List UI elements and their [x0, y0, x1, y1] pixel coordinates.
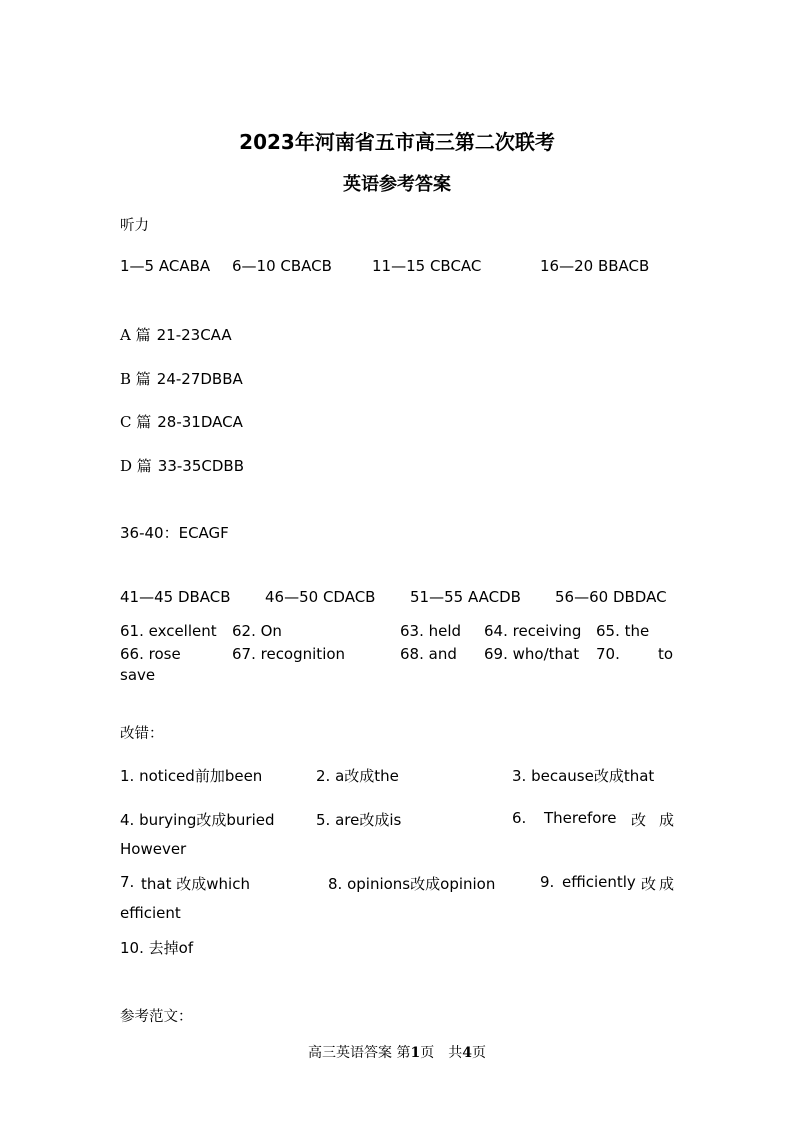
grammar-70-to: to — [658, 645, 674, 663]
footer-page-number: 1 — [410, 1045, 421, 1061]
correction-3-action: 改成 — [593, 767, 624, 785]
correction-9-num: 9. — [540, 873, 555, 891]
grammar-66: 66. rose — [120, 645, 181, 663]
cloze-group-1: 41—45 DBACB — [120, 588, 231, 606]
listening-group-4: 16—20 BBACB — [540, 257, 650, 275]
cloze-group-3: 51—55 AACDB — [410, 588, 521, 606]
correction-item-4 — [120, 809, 275, 830]
correction-item-5 — [316, 809, 401, 830]
correction-3-num: 3. because — [512, 767, 594, 785]
correction-9-c2: 成 — [659, 875, 675, 893]
correction-1-num: 1. noticed — [120, 767, 195, 785]
correction-7-action: 改成 — [176, 875, 207, 893]
grammar-70-num: 70. — [596, 645, 620, 663]
page-title: 2023年河南省五市高三第二次联考 — [239, 130, 555, 154]
grammar-65: 65. the — [596, 622, 650, 640]
grammar-70-wrap: save — [120, 666, 156, 684]
correction-5-num: 5. are — [316, 811, 360, 829]
reading-c-label: C 篇 — [120, 413, 152, 431]
reading-b-label: B 篇 — [120, 370, 151, 388]
correction-1-word: been — [224, 767, 263, 785]
page-footer — [0, 1042, 794, 1062]
reading-a — [120, 324, 232, 345]
listening-group-3: 11—15 CBCAC — [372, 257, 482, 275]
cloze-group-4: 56—60 DBDAC — [555, 588, 667, 606]
correction-9-wrap: efficient — [120, 904, 181, 922]
footer-end: 页 — [471, 1045, 486, 1061]
correction-6-num: 6. — [512, 809, 527, 827]
cloze-group-2: 46—50 CDACB — [265, 588, 376, 606]
reading-a-answer: 21-23CAA — [156, 326, 232, 344]
grammar-67: 67. recognition — [232, 645, 346, 663]
correction-8-num: 8. opinions — [328, 875, 411, 893]
listening-group-2: 6—10 CBACB — [232, 257, 332, 275]
correction-6-c1: 改 — [631, 811, 647, 829]
reading-b-answer: 24-27DBBA — [156, 370, 243, 388]
correction-item-10 — [120, 937, 193, 958]
grammar-64: 64. receiving — [484, 622, 582, 640]
grammar-61: 61. excellent — [120, 622, 217, 640]
correction-9-word: efficiently — [562, 873, 636, 891]
correction-5-action: 改成 — [359, 811, 390, 829]
grammar-69: 69. who/that — [484, 645, 580, 663]
correction-heading: 改错： — [120, 726, 164, 742]
reading-d-label: D 篇 — [120, 457, 152, 475]
grammar-62: 62. On — [232, 622, 282, 640]
correction-item-3 — [512, 765, 654, 786]
sample-essay-heading: 参考范文： — [120, 1009, 193, 1025]
correction-2-word: the — [374, 767, 399, 785]
correction-10-num: 10. — [120, 939, 144, 957]
correction-2-num: 2. a — [316, 767, 345, 785]
reading-b — [120, 368, 243, 389]
correction-6-wrap: However — [120, 840, 187, 858]
correction-10-word: of — [178, 939, 194, 957]
correction-2-action: 改成 — [344, 767, 375, 785]
correction-item-8 — [328, 873, 495, 894]
footer-total-pages: 4 — [462, 1045, 472, 1061]
correction-item-7 — [141, 873, 250, 894]
correction-item-2 — [316, 765, 399, 786]
correction-4-num: 4. burying — [120, 811, 197, 829]
reading-d-answer: 33-35CDBB — [157, 457, 244, 475]
correction-3-word: that — [623, 767, 655, 785]
seven-choose-five: 36-40：ECAGF — [120, 524, 229, 542]
correction-1-action: 前加 — [194, 767, 225, 785]
correction-7-word-a: that — [141, 875, 172, 893]
correction-7-word: which — [206, 875, 250, 893]
reading-d — [120, 455, 244, 476]
correction-9-c1: 改 — [641, 875, 657, 893]
listening-heading: 听力 — [120, 218, 149, 234]
reading-c — [120, 411, 243, 432]
footer-text: 高三英语答案 第 — [308, 1045, 411, 1061]
correction-8-word: opinion — [440, 875, 496, 893]
grammar-63: 63. held — [400, 622, 462, 640]
correction-5-word: is — [389, 811, 402, 829]
listening-group-1: 1—5 ACABA — [120, 257, 211, 275]
correction-item-1 — [120, 765, 262, 786]
footer-mid: 页 共 — [420, 1045, 463, 1061]
grammar-68: 68. and — [400, 645, 457, 663]
correction-8-action: 改成 — [410, 875, 441, 893]
correction-4-word: buried — [226, 811, 275, 829]
correction-10-action: 去掉 — [148, 939, 179, 957]
correction-6-c2: 成 — [659, 811, 675, 829]
reading-c-answer: 28-31DACA — [157, 413, 243, 431]
correction-4-action: 改成 — [196, 811, 227, 829]
reading-a-label: A 篇 — [120, 326, 151, 344]
page-subtitle: 英语参考答案 — [343, 174, 451, 195]
correction-7-num: 7. — [120, 873, 135, 891]
correction-6-word: Therefore — [544, 809, 617, 827]
